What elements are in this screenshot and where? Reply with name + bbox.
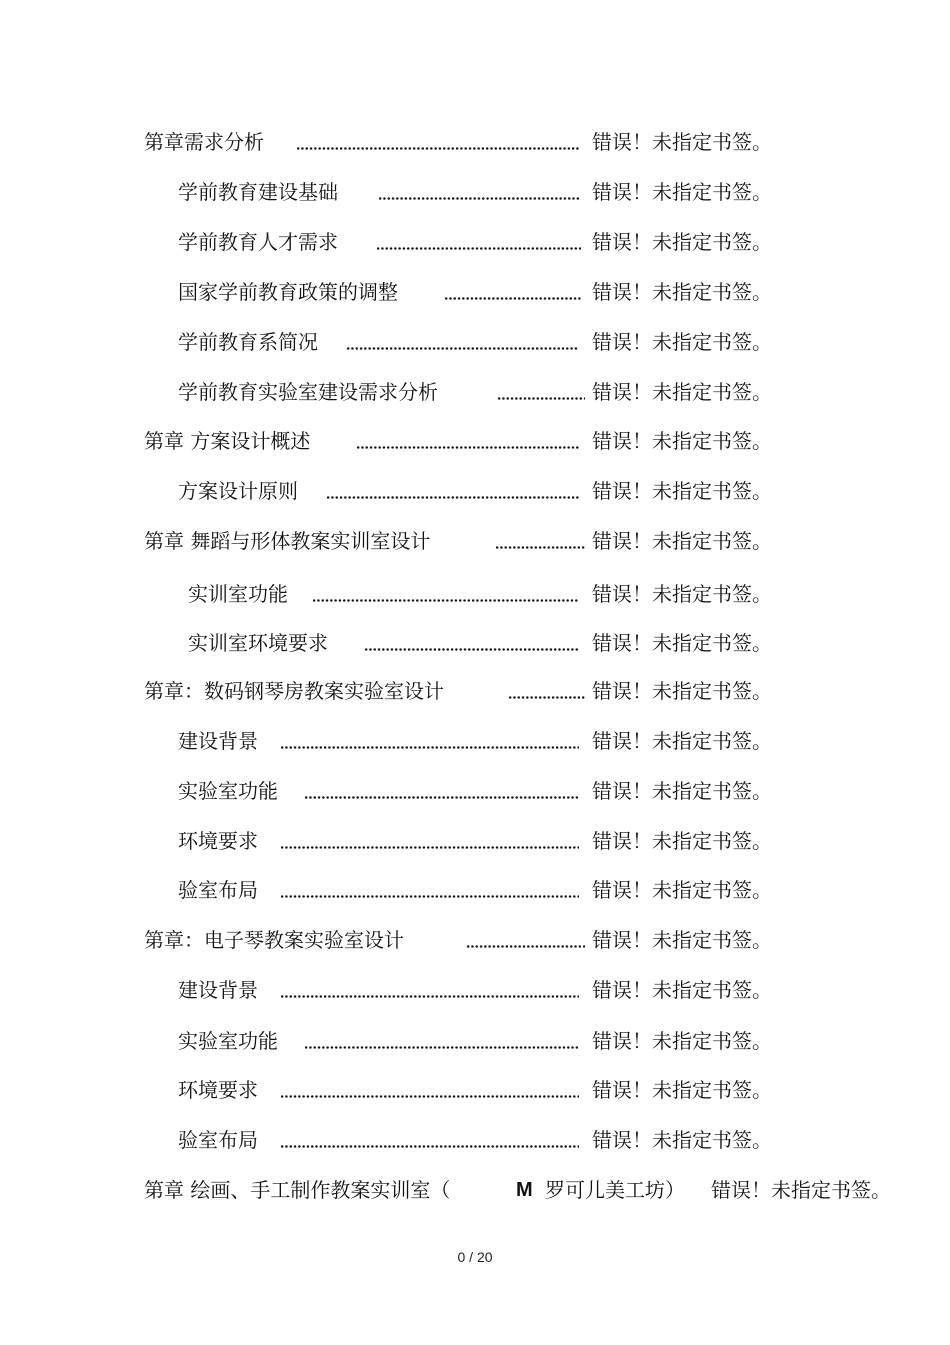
toc-page-ref: 错误！未指定书签。	[592, 130, 772, 154]
toc-page-ref: 错误！未指定书签。	[592, 230, 772, 254]
toc-entry-chapter[interactable]	[0, 127, 950, 157]
toc-leader-dots	[497, 377, 585, 407]
toc-entry-chapter[interactable]	[0, 526, 950, 556]
toc-entry-title: 实验室功能	[178, 1029, 278, 1053]
toc-entry-section[interactable]	[0, 177, 950, 207]
toc-leader-dots	[376, 227, 581, 257]
toc-page-ref: 错误！未指定书签。	[592, 380, 772, 404]
toc-entry-section[interactable]	[0, 875, 950, 905]
toc-entry-section[interactable]	[0, 726, 950, 756]
toc-entry-title: 第章：电子琴教案实验室设计	[144, 928, 404, 952]
toc-leader-dots	[312, 579, 579, 609]
toc-entry-section[interactable]	[0, 579, 950, 609]
toc-entry-chapter[interactable]	[0, 426, 950, 456]
toc-leader-dots	[304, 1026, 579, 1056]
toc-entry-chapter[interactable]	[0, 676, 950, 706]
toc-entry-section[interactable]	[0, 377, 950, 407]
toc-page-ref: 错误！未指定书签。	[592, 729, 772, 753]
toc-entry-section[interactable]	[0, 227, 950, 257]
toc-entry-title: 环境要求	[178, 1078, 258, 1102]
toc-entry-section[interactable]	[0, 1026, 950, 1056]
toc-page-ref: 错误！未指定书签。	[592, 1078, 772, 1102]
toc-entry-title: 国家学前教育政策的调整	[178, 280, 398, 304]
toc-entry-title: 实训室功能	[188, 582, 288, 606]
toc-entry-title: 第章需求分析	[144, 130, 264, 154]
toc-entry-section[interactable]	[0, 476, 950, 506]
toc-page-ref: 错误！未指定书签。	[592, 829, 772, 853]
page-number: 0 / 20	[457, 1249, 493, 1265]
toc-leader-dots	[378, 177, 581, 207]
toc-page-ref: 错误！未指定书签。	[592, 679, 772, 703]
toc-entry-section[interactable]	[0, 1075, 950, 1105]
toc-entry-title-part: 罗可儿美工坊）	[545, 1178, 685, 1202]
toc-page-ref: 错误！未指定书签。	[592, 479, 772, 503]
toc-entry-title: 第章 方案设计概述	[144, 429, 311, 453]
toc-leader-dots	[346, 327, 579, 357]
toc-entry-chapter[interactable]	[0, 1175, 950, 1205]
toc-page-ref: 错误！未指定书签。	[592, 978, 772, 1002]
toc-page-ref: 错误！未指定书签。	[592, 280, 772, 304]
toc-leader-dots	[280, 875, 579, 905]
toc-page-ref: 错误！未指定书签。	[592, 1029, 772, 1053]
toc-entry-title: 实训室环境要求	[188, 631, 328, 655]
toc-entry-title: 实验室功能	[178, 779, 278, 803]
toc-entry-title-letter: M	[516, 1179, 533, 1201]
toc-leader-dots	[280, 975, 579, 1005]
toc-entry-title-part: 第章 绘画、手工制作教案实训室（	[144, 1178, 451, 1202]
toc-page-ref: 错误！未指定书签。	[592, 582, 772, 606]
toc-entry-title: 学前教育人才需求	[178, 230, 338, 254]
toc-entry-title: 第章 舞蹈与形体教案实训室设计	[144, 529, 431, 553]
toc-entry-title: 学前教育建设基础	[178, 180, 338, 204]
toc-entry-title: 第章：数码钢琴房教案实验室设计	[144, 679, 444, 703]
toc-entry-title: 验室布局	[178, 1128, 258, 1152]
toc-leader-dots	[304, 776, 579, 806]
toc-entry-title: 学前教育系简况	[178, 330, 318, 354]
toc-entry-title: 学前教育实验室建设需求分析	[178, 380, 438, 404]
toc-leader-dots	[296, 127, 579, 157]
toc-entry-title: 验室布局	[178, 878, 258, 902]
toc-entry-chapter[interactable]	[0, 925, 950, 955]
toc-leader-dots	[466, 925, 585, 955]
toc-leader-dots	[444, 277, 581, 307]
toc-page-ref: 错误！未指定书签。	[592, 330, 772, 354]
toc-page-ref: 错误！未指定书签。	[592, 631, 772, 655]
toc-entry-title: 建设背景	[178, 729, 258, 753]
toc-entry-section[interactable]	[0, 826, 950, 856]
toc-entry-title: 建设背景	[178, 978, 258, 1002]
toc-page-ref: 错误！未指定书签。	[711, 1178, 891, 1202]
toc-page-ref: 错误！未指定书签。	[592, 1128, 772, 1152]
toc-page-ref: 错误！未指定书签。	[592, 928, 772, 952]
toc-leader-dots	[280, 826, 579, 856]
toc-page-ref: 错误！未指定书签。	[592, 529, 772, 553]
toc-entry-section[interactable]	[0, 975, 950, 1005]
toc-entry-section[interactable]	[0, 628, 950, 658]
toc-entry-title: 方案设计原则	[178, 479, 298, 503]
toc-leader-dots	[356, 426, 579, 456]
toc-entry-section[interactable]	[0, 277, 950, 307]
toc-leader-dots	[495, 526, 585, 556]
toc-page-ref: 错误！未指定书签。	[592, 779, 772, 803]
toc-entry-section[interactable]	[0, 776, 950, 806]
toc-entry-title: 环境要求	[178, 829, 258, 853]
toc-page-ref: 错误！未指定书签。	[592, 429, 772, 453]
toc-leader-dots	[280, 1075, 579, 1105]
toc-leader-dots	[326, 476, 579, 506]
toc-leader-dots	[364, 628, 579, 658]
toc-leader-dots	[280, 726, 579, 756]
toc-entry-section[interactable]	[0, 1125, 950, 1155]
toc-entry-section[interactable]	[0, 327, 950, 357]
toc-page-ref: 错误！未指定书签。	[592, 180, 772, 204]
toc-leader-dots	[280, 1125, 579, 1155]
toc-leader-dots	[508, 676, 585, 706]
toc-page-ref: 错误！未指定书签。	[592, 878, 772, 902]
